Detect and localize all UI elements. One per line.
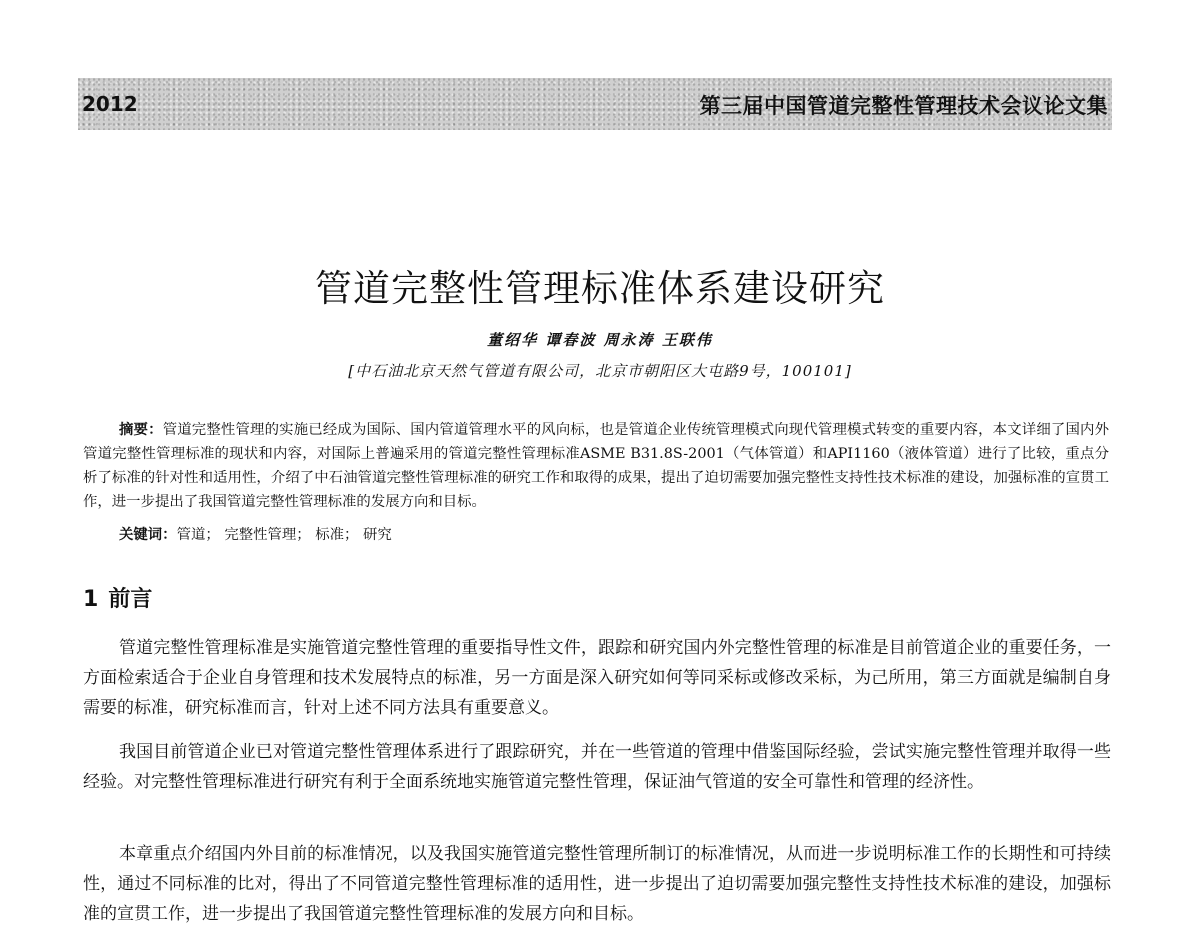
abstract (83, 418, 1109, 514)
paper-authors: 董绍华 谭春波 周永涛 王联伟 (487, 331, 713, 349)
abstract-label: 摘要： (119, 421, 163, 438)
keywords-text: 管道； 完整性管理； 标准； 研究 (176, 527, 392, 543)
section-heading-introduction (83, 582, 162, 613)
running-header-proceedings: 第三届中国管道完整性管理技术会议论文集 (699, 94, 1108, 118)
keywords (119, 523, 392, 547)
body-paragraph: 管道完整性管理标准是实施管道完整性管理的重要指导性文件，跟踪和研究国内外完整性管理的标准是目前管道企业的重要任务，一方面检索适合于企业自身管理和技术发展特点的标准，另一方面是深入研究如何等同采标或修改采标，为己所用，第三方面就是编制自身需要的标准，研究标准而言，针对上述不同方法具有重要意义。 (83, 638, 1111, 718)
body-paragraph: 我国目前管道企业已对管道完整性管理体系进行了跟踪研究，并在一些管道的管理中借鉴国际经验，尝试实施完整性管理并取得一些经验。对完整性管理标准进行研究有利于全面系统地实施管道完整性管理，保证油气管道的安全可靠性和管理的经济性。 (83, 742, 1111, 792)
running-header-year: 2012 (82, 92, 138, 116)
section-title: 前言 (108, 587, 153, 612)
abstract-text: 管道完整性管理的实施已经成为国际、国内管道管理水平的风向标，也是管道企业传统管理模式向现代管理模式转变的重要内容，本文详细了国内外管道完整性管理标准的现状和内容，对国际上普遍采用的管道完整性管理标准ASME B31.8S-2001（气体管道）和API1160（液体管道）进行了比较，重点分析了标准的针对性和适用性，介绍了中石油管道完整性管理标准的研究工作和取得的成果，提出了迫切需要加强完整性支持性技术标准的建设，加强标准的宣贯工作，进一步提出了我国管道完整性管理标准的发展方向和目标。 (83, 422, 1109, 510)
paper-affiliation: [中石油北京天然气管道有限公司，北京市朝阳区大屯路9号，100101] (348, 362, 852, 380)
body-paragraph: 本章重点介绍国内外目前的标准情况，以及我国实施管道完整性管理所制订的标准情况，从而进一步说明标准工作的长期性和可持续性，通过不同标准的比对，得出了不同管道完整性管理标准的适用性，进一步提出了迫切需要加强完整性支持性技术标准的建设，加强标准的宣贯工作，进一步提出了我国管道完整性管理标准的发展方向和目标。 (83, 844, 1111, 924)
paper-title: 管道完整性管理标准体系建设研究 (315, 267, 885, 310)
section-number: 1 (83, 587, 99, 612)
keywords-label: 关键词： (119, 526, 177, 543)
